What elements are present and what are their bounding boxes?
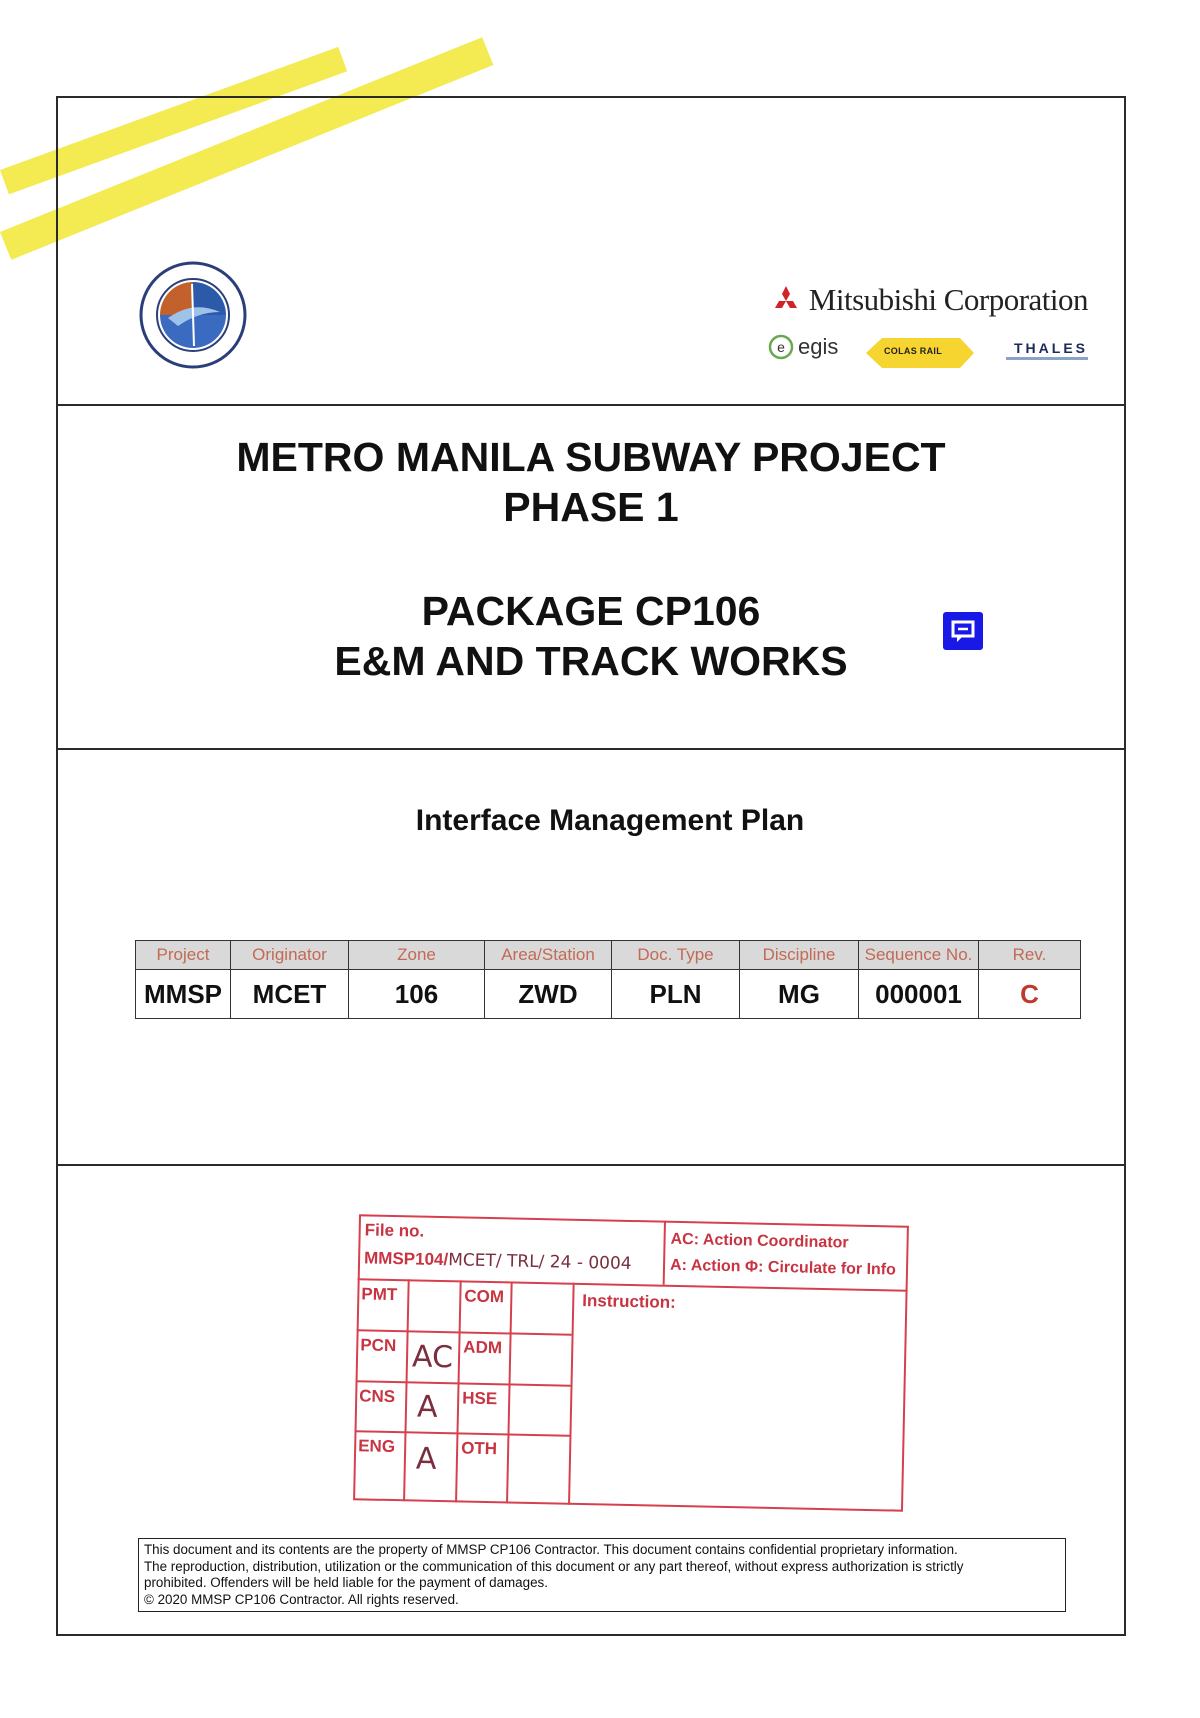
mitsubishi-diamonds-icon <box>771 286 801 314</box>
mitsubishi-logo <box>771 282 1088 318</box>
header-rev: Rev. <box>979 941 1081 970</box>
routing-stamp <box>353 1214 909 1511</box>
stamp-eng-mark: A <box>415 1441 437 1477</box>
stamp-cns: CNS <box>359 1386 396 1407</box>
thales-tagline-mark <box>1006 357 1088 360</box>
stamp-adm: ADM <box>463 1337 503 1358</box>
divider <box>58 1164 1124 1166</box>
stamp-file-no-prefix: MMSP104/ <box>363 1248 449 1270</box>
header-originator: Originator <box>231 941 349 970</box>
stamp-hse: HSE <box>462 1388 498 1409</box>
disclaimer-line: This document and its contents are the property of MMSP CP106 Contractor. This document contains confidential proprietary information. <box>144 1542 958 1557</box>
stamp-pcn: PCN <box>360 1335 397 1356</box>
stamp-oth: OTH <box>460 1438 498 1459</box>
value-project: MMSP <box>136 970 231 1019</box>
value-sequence-no: 000001 <box>859 970 979 1019</box>
disclaimer-line: prohibited. Offenders will be held liable for the payment of damages. <box>144 1575 548 1590</box>
title-line: E&M AND TRACK WORKS <box>334 638 848 684</box>
comment-icon <box>943 612 983 650</box>
disclaimer-line: © 2020 MMSP CP106 Contractor. All rights reserved. <box>144 1591 459 1607</box>
egis-name: egis <box>798 334 839 359</box>
mitsubishi-name: Mitsubishi Corporation <box>808 282 1088 317</box>
header-project: Project <box>136 941 231 970</box>
title-line: PHASE 1 <box>503 484 679 530</box>
disclaimer-box <box>138 1538 1066 1612</box>
svg-text:e: e <box>777 339 785 355</box>
stamp-ac-label: AC: Action Coordinator <box>670 1230 849 1252</box>
value-originator: MCET <box>231 970 349 1019</box>
stamp-pmt: PMT <box>361 1284 398 1305</box>
title-line: METRO MANILA SUBWAY PROJECT <box>236 434 946 480</box>
colas-rail-logo <box>852 336 974 370</box>
stamp-com: COM <box>464 1286 505 1307</box>
header-area-station: Area/Station <box>485 941 612 970</box>
value-discipline: MG <box>740 970 859 1019</box>
colas-name: COLAS RAIL <box>884 346 942 356</box>
thales-logo <box>1006 340 1088 360</box>
header-zone: Zone <box>349 941 485 970</box>
value-doc-type: PLN <box>612 970 740 1019</box>
stamp-instruction-label: Instruction: <box>582 1290 676 1312</box>
value-rev: C <box>979 970 1081 1019</box>
table-row <box>136 970 1081 1019</box>
project-title <box>58 432 1124 532</box>
document-number-table <box>135 940 1081 1019</box>
stamp-cns-mark: A <box>416 1389 438 1425</box>
value-area-station: ZWD <box>485 970 612 1019</box>
comment-button[interactable] <box>943 612 983 650</box>
header-discipline: Discipline <box>740 941 859 970</box>
divider <box>58 404 1124 406</box>
table-header-row <box>136 941 1081 970</box>
stamp-file-no-label: File no. <box>364 1220 425 1241</box>
divider <box>58 748 1124 750</box>
header-doc-type: Doc. Type <box>612 941 740 970</box>
stamp-a-label: A: Action Φ: Circulate for Info <box>669 1256 897 1279</box>
thales-name: THALES <box>1014 340 1088 356</box>
stamp-file-no-handwritten: MCET/ TRL/ 24 - 0004 <box>447 1250 632 1274</box>
dotr-seal-logo <box>138 260 248 370</box>
disclaimer-line: The reproduction, distribution, utilization or the communication of this document or any part thereof, without express authorization is strictly <box>144 1558 964 1574</box>
value-zone: 106 <box>349 970 485 1019</box>
stamp-eng: ENG <box>358 1436 396 1457</box>
header-sequence-no: Sequence No. <box>859 941 979 970</box>
egis-mark-icon <box>768 334 794 360</box>
partner-logos <box>768 282 1088 382</box>
title-line: PACKAGE CP106 <box>421 588 761 634</box>
stamp-pcn-mark: AC <box>411 1339 454 1376</box>
plan-title: Interface Management Plan <box>415 804 805 837</box>
egis-logo <box>768 334 838 360</box>
